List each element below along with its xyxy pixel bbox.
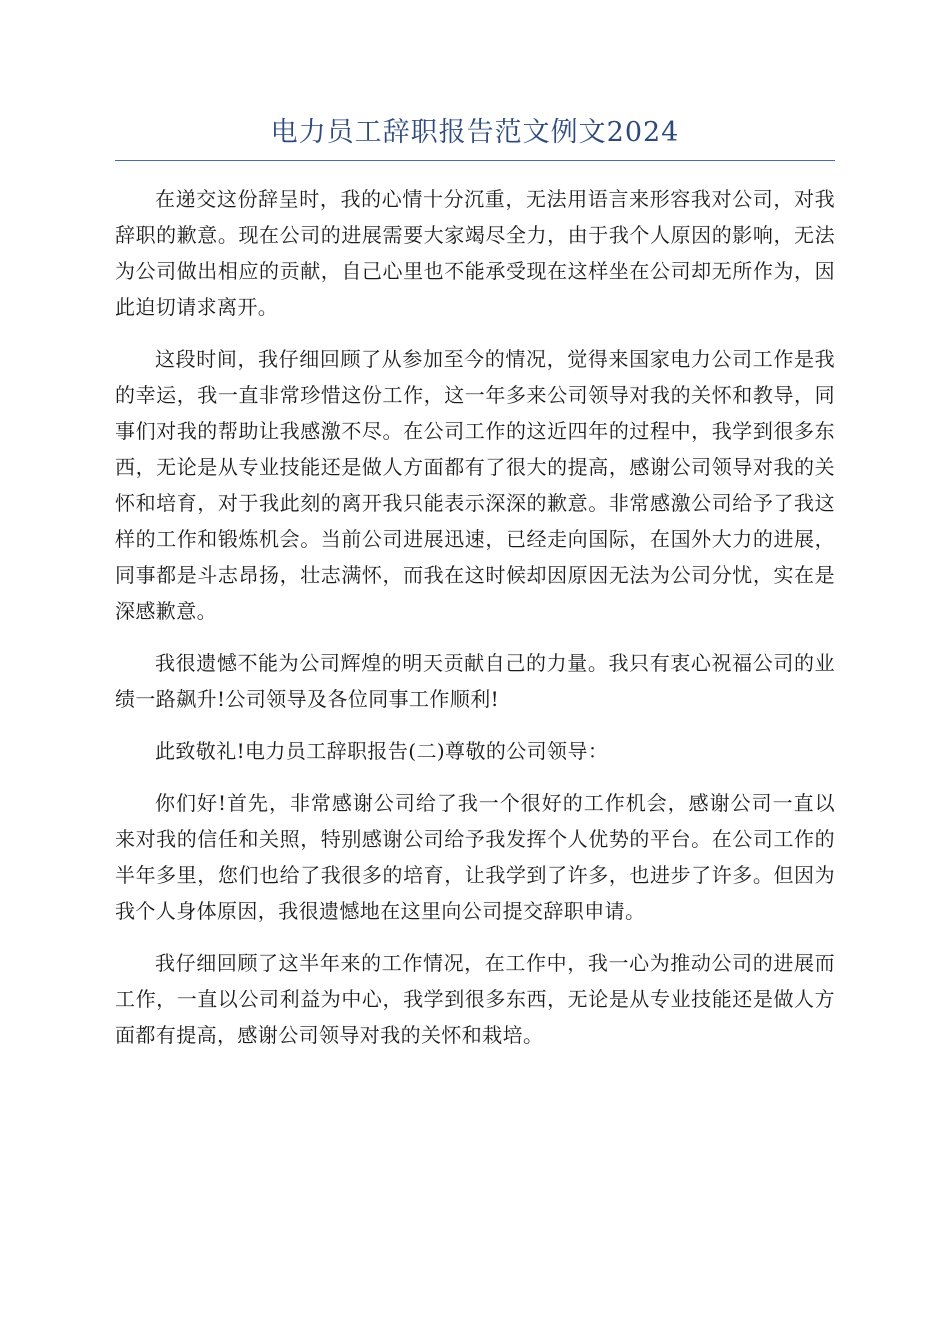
document-page [115, 108, 835, 1069]
paragraph-6: 我仔细回顾了这半年来的工作情况，在工作中，我一心为推动公司的进展而工作，一直以公司利益为中心，我学到很多东西，无论是从专业技能还是做人方面都有提高，感谢公司领导对我的关怀和栽培。 [115, 951, 835, 1047]
paragraph-4: 此致敬礼!电力员工辞职报告(二)尊敬的公司领导： [155, 739, 609, 763]
paragraph-3: 我很遗憾不能为公司辉煌的明天贡献自己的力量。我只有衷心祝福公司的业绩一路飙升!公司领导及各位同事工作顺利! [115, 651, 835, 711]
paragraph-1: 在递交这份辞呈时，我的心情十分沉重，无法用语言来形容我对公司，对我辞职的歉意。现在公司的进展需要大家竭尽全力，由于我个人原因的影响，无法为公司做出相应的贡献，自己心里也不能承受现在这样坐在公司却无所作为，因此迫切请求离开。 [115, 187, 835, 319]
document-title: 电力员工辞职报告范文例文2024 [115, 108, 835, 161]
document-body [115, 181, 835, 1053]
paragraph-5: 你们好!首先，非常感谢公司给了我一个很好的工作机会，感谢公司一直以来对我的信任和关照，特别感谢公司给予我发挥个人优势的平台。在公司工作的半年多里，您们也给了我很多的培育，让我学到了许多，也进步了许多。但因为我个人身体原因，我很遗憾地在这里向公司提交辞职申请。 [115, 791, 835, 923]
paragraph-2: 这段时间，我仔细回顾了从参加至今的情况，觉得来国家电力公司工作是我的幸运，我一直非常珍惜这份工作，这一年多来公司领导对我的关怀和教导，同事们对我的帮助让我感激不尽。在公司工作的这近四年的过程中，我学到很多东西，无论是从专业技能还是做人方面都有了很大的提高，感谢公司领导对我的关怀和培育，对于我此刻的离开我只能表示深深的歉意。非常感激公司给予了我这样的工作和锻炼机会。当前公司进展迅速，已经走向国际，在国外大力的进展，同事都是斗志昂扬，壮志满怀，而我在这时候却因原因无法为公司分忧，实在是深感歉意。 [115, 347, 835, 623]
